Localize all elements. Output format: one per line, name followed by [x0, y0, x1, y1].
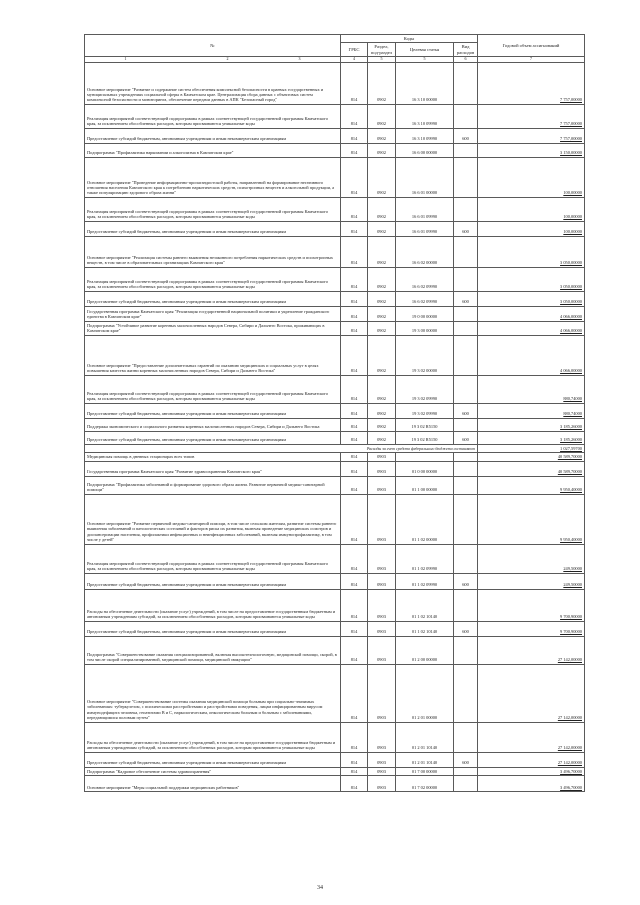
csr-cell: 16 6 01 09990: [396, 221, 454, 236]
table-row: [85, 589, 585, 621]
grbs-cell: 814: [341, 62, 368, 104]
amount-cell: 249,50000: [478, 573, 585, 589]
column-index: 6: [454, 57, 478, 63]
table-row: [85, 197, 585, 221]
csr-cell: 16 6 02 09990: [396, 291, 454, 306]
grbs-cell: 814: [341, 544, 368, 573]
vr-cell: [454, 306, 478, 321]
amount-cell: 27 142,00000: [478, 752, 585, 767]
csr-cell: 16 6 01 09990: [396, 197, 454, 221]
csr-cell: 16 6 01 00000: [396, 157, 454, 197]
razdel-cell: 0903: [368, 476, 396, 494]
table-row: [85, 62, 585, 104]
grbs-cell: 814: [341, 221, 368, 236]
column-index: 5: [368, 57, 396, 63]
razdel-cell: 0902: [368, 291, 396, 306]
table-row: [85, 453, 585, 461]
amount-cell: 3 185,26000: [478, 418, 585, 431]
header-no: №: [85, 35, 341, 57]
grbs-cell: 814: [341, 157, 368, 197]
column-index: 1 2 3: [85, 57, 341, 63]
name-cell: Основное мероприятие "Меры социальной поддержки медицинских работников": [85, 776, 341, 792]
budget-table: [84, 34, 585, 792]
note-row: [85, 444, 585, 452]
name-cell: Подпрограмма "Совершенствование оказания специализированной, включая высокотехнологичную, медицинской помощи, скорой, в том числе скорой специализированной, медицинской помощи, медицинской эвакуации": [85, 636, 341, 664]
header-sum: Годовой объем ассигнований: [478, 35, 585, 57]
csr-cell: 01 2 01 10140: [396, 722, 454, 752]
vr-cell: 600: [454, 291, 478, 306]
table-row: [85, 236, 585, 267]
csr-cell: 01 1 02 09990: [396, 544, 454, 573]
table-row: [85, 752, 585, 767]
table-row: [85, 461, 585, 476]
table-row: [85, 128, 585, 143]
grbs-cell: 814: [341, 636, 368, 664]
name-cell: Основное мероприятие "Проведение информационно-пропагандистской работы, направленной на формирование негативного отношения населения Камчатского края к потреблению наркотических средств, психотропных веществ и алкогольной продукции, а также популяризацию здорового образа жизни": [85, 157, 341, 197]
csr-cell: 19 3 02 R5150: [396, 431, 454, 444]
csr-cell: 16 6 02 09990: [396, 267, 454, 291]
razdel-cell: 0902: [368, 221, 396, 236]
csr-cell: 01 1 02 10140: [396, 589, 454, 621]
vr-cell: [454, 321, 478, 335]
vr-cell: [454, 375, 478, 403]
razdel-cell: 0903: [368, 544, 396, 573]
csr-cell: 01 1 02 09990: [396, 573, 454, 589]
table-row: [85, 573, 585, 589]
amount-cell: 27 142,00000: [478, 636, 585, 664]
name-cell: Основное мероприятие "Реализация системы раннего выявления незаконного потребления наркотических средств и психотропных веществ, в том числе в образовательных организациях Камчатского края": [85, 236, 341, 267]
csr-cell: 16 3 10 09990: [396, 128, 454, 143]
grbs-cell: 814: [341, 306, 368, 321]
razdel-cell: 0903: [368, 752, 396, 767]
grbs-cell: 814: [341, 476, 368, 494]
grbs-cell: 814: [341, 197, 368, 221]
column-index: 5: [396, 57, 454, 63]
name-cell: Государственная программа Камчатского края "Развитие здравоохранения Камчатского края": [85, 461, 341, 476]
vr-cell: [454, 453, 478, 461]
razdel-cell: 0902: [368, 335, 396, 375]
csr-cell: 19 3 02 09990: [396, 403, 454, 418]
amount-cell: 100,00000: [478, 157, 585, 197]
razdel-cell: 0902: [368, 403, 396, 418]
csr-cell: 01 0 00 00000: [396, 461, 454, 476]
table-row: [85, 221, 585, 236]
grbs-cell: 814: [341, 573, 368, 589]
razdel-cell: 0902: [368, 128, 396, 143]
razdel-cell: 0903: [368, 589, 396, 621]
table-row: [85, 267, 585, 291]
name-cell: Подпрограмма "Профилактика заболеваний и формирование здорового образа жизни. Развитие первичной медико-санитарной помощи": [85, 476, 341, 494]
vr-cell: 600: [454, 403, 478, 418]
table-row: [85, 776, 585, 792]
table-row: [85, 664, 585, 722]
csr-cell: 19 3 02 00000: [396, 335, 454, 375]
csr-cell: 19 3 02 09990: [396, 375, 454, 403]
table-row: [85, 321, 585, 335]
csr-cell: 16 6 02 00000: [396, 236, 454, 267]
amount-cell: 7 757,00000: [478, 104, 585, 128]
name-cell: Подпрограмма "Профилактика наркомании и алкоголизма в Камчатском крае": [85, 143, 341, 157]
razdel-cell: 0903: [368, 636, 396, 664]
table-body: [85, 62, 585, 791]
razdel-cell: 0903: [368, 767, 396, 775]
header-codes: Коды: [341, 35, 478, 43]
name-cell: Реализация мероприятий соответствующей подпрограммы в рамках соответствующей государственной программы Камчатского края, за исключением обособленных расходов, которым присваиваются уникальные коды: [85, 267, 341, 291]
amount-cell: 4 066,00000: [478, 335, 585, 375]
razdel-cell: 0903: [368, 461, 396, 476]
amount-cell: 9 950,40000: [478, 476, 585, 494]
amount-cell: 7 757,00000: [478, 62, 585, 104]
razdel-cell: 0902: [368, 321, 396, 335]
amount-cell: 3 150,00000: [478, 143, 585, 157]
csr-cell: 01 1 02 00000: [396, 494, 454, 544]
amount-cell: 100,00000: [478, 221, 585, 236]
razdel-cell: 0903: [368, 621, 396, 636]
amount-cell: 100,00000: [478, 197, 585, 221]
razdel-cell: 0903: [368, 776, 396, 792]
header-razdel: Раздел, под-раздел: [368, 43, 396, 57]
csr-cell: 01 7 02 00000: [396, 776, 454, 792]
header-grbs: ГРБС: [341, 43, 368, 57]
name-cell: Подпрограмма "Устойчивое развитие коренных малочисленных народов Севера, Сибири и Дальнего Востока, проживающих в Камчатском крае": [85, 321, 341, 335]
name-cell: Предоставление субсидий бюджетным, автономным учреждениям и иным некоммерческим организациям: [85, 403, 341, 418]
grbs-cell: 814: [341, 767, 368, 775]
column-index: 7: [478, 57, 585, 63]
federal-budget-note: Расходы за счет средств федерального бюджета составляют: [85, 444, 478, 452]
vr-cell: [454, 62, 478, 104]
vr-cell: [454, 335, 478, 375]
name-cell: Предоставление субсидий бюджетным, автономным учреждениям и иным некоммерческим организациям: [85, 128, 341, 143]
name-cell: Реализация мероприятий соответствующей подпрограммы в рамках соответствующей государственной программы Камчатского края, за исключением обособленных расходов, которым присваиваются уникальные коды: [85, 544, 341, 573]
csr-cell: 16 6 00 00000: [396, 143, 454, 157]
table-row: [85, 157, 585, 197]
grbs-cell: 814: [341, 722, 368, 752]
vr-cell: [454, 267, 478, 291]
grbs-cell: 814: [341, 418, 368, 431]
csr-cell: 16 3 10 09990: [396, 104, 454, 128]
vr-cell: [454, 544, 478, 573]
table-row: [85, 636, 585, 664]
amount-cell: 27 142,00000: [478, 722, 585, 752]
vr-cell: [454, 722, 478, 752]
header-csr: Целевая статья: [396, 43, 454, 57]
name-cell: Поддержка экономического и социального развития коренных малочисленных народов Севера, Сибири и Дальнего Востока: [85, 418, 341, 431]
column-index: 4: [341, 57, 368, 63]
table-row: [85, 375, 585, 403]
razdel-cell: 0903: [368, 664, 396, 722]
vr-cell: 600: [454, 621, 478, 636]
vr-cell: [454, 236, 478, 267]
amount-cell: 3 050,00000: [478, 267, 585, 291]
grbs-cell: 814: [341, 431, 368, 444]
name-cell: Реализация мероприятий соответствующей подпрограммы в рамках соответствующей государственной программы Камчатского края, за исключением обособленных расходов, которым присваиваются уникальные коды: [85, 375, 341, 403]
vr-cell: [454, 664, 478, 722]
table-row: [85, 104, 585, 128]
amount-cell: 3 050,00000: [478, 291, 585, 306]
vr-cell: 600: [454, 573, 478, 589]
amount-cell: 3 185,26000: [478, 431, 585, 444]
grbs-cell: 814: [341, 236, 368, 267]
name-cell: Подпрограмма "Кадровое обеспечение системы здравоохранения": [85, 767, 341, 775]
table-row: [85, 722, 585, 752]
grbs-cell: 814: [341, 776, 368, 792]
table-row: [85, 403, 585, 418]
csr-cell: 01 2 01 10140: [396, 752, 454, 767]
grbs-cell: 814: [341, 752, 368, 767]
razdel-cell: 0902: [368, 104, 396, 128]
razdel-cell: 0902: [368, 197, 396, 221]
amount-cell: 40 589,70000: [478, 453, 585, 461]
page-number: 34: [317, 885, 323, 891]
grbs-cell: 814: [341, 291, 368, 306]
name-cell: Предоставление субсидий бюджетным, автономным учреждениям и иным некоммерческим организациям: [85, 291, 341, 306]
vr-cell: [454, 776, 478, 792]
vr-cell: [454, 767, 478, 775]
name-cell: Медицинская помощь в дневных стационарах всех типов: [85, 453, 341, 461]
razdel-cell: 0902: [368, 236, 396, 267]
amount-cell: 880,74000: [478, 375, 585, 403]
table-row: [85, 494, 585, 544]
amount-cell: 9 950,40000: [478, 494, 585, 544]
table-row: [85, 291, 585, 306]
vr-cell: [454, 461, 478, 476]
table-row: [85, 418, 585, 431]
name-cell: Государственная программа Камчатского края "Реализация государственной национальной политики и укрепление гражданского единства в Камчатском крае": [85, 306, 341, 321]
name-cell: Предоставление субсидий бюджетным, автономным учреждениям и иным некоммерческим организациям: [85, 752, 341, 767]
table-row: [85, 143, 585, 157]
razdel-cell: 0903: [368, 722, 396, 752]
vr-cell: [454, 143, 478, 157]
csr-cell: 01 7 00 00000: [396, 767, 454, 775]
table-row: [85, 306, 585, 321]
vr-cell: [454, 589, 478, 621]
vr-cell: [454, 476, 478, 494]
grbs-cell: 814: [341, 267, 368, 291]
name-cell: Предоставление субсидий бюджетным, автономным учреждениям и иным некоммерческим организациям: [85, 221, 341, 236]
table-row: [85, 431, 585, 444]
grbs-cell: 814: [341, 335, 368, 375]
razdel-cell: 0902: [368, 431, 396, 444]
razdel-cell: 0902: [368, 306, 396, 321]
razdel-cell: 0902: [368, 267, 396, 291]
name-cell: Предоставление субсидий бюджетным, автономным учреждениям и иным некоммерческим организациям: [85, 431, 341, 444]
csr-cell: 19 3 02 R5150: [396, 418, 454, 431]
razdel-cell: 0902: [368, 62, 396, 104]
grbs-cell: 814: [341, 375, 368, 403]
vr-cell: [454, 418, 478, 431]
table-row: [85, 767, 585, 775]
razdel-cell: 0903: [368, 494, 396, 544]
razdel-cell: 0902: [368, 375, 396, 403]
table-row: [85, 335, 585, 375]
amount-cell: 27 142,00000: [478, 664, 585, 722]
name-cell: Основное мероприятие "Совершенствование системы оказания медицинской помощи больным при социально-значимых заболеваниях: туберкулезом, с психическими расстройствами и расстройствами поведения, лицам инфицированным вирусом иммунодефицита человека, гепатитами В и С, наркологическим, онкологическим больным и больным с заболеваниями, передающимися половым путем": [85, 664, 341, 722]
amount-cell: 9 700,90000: [478, 621, 585, 636]
csr-cell: 01 1 02 10140: [396, 621, 454, 636]
amount-cell: 40 589,70000: [478, 461, 585, 476]
vr-cell: [454, 157, 478, 197]
razdel-cell: 0902: [368, 418, 396, 431]
grbs-cell: 814: [341, 621, 368, 636]
razdel-cell: 0903: [368, 573, 396, 589]
amount-cell: 7 757,00000: [478, 128, 585, 143]
amount-cell: 3 050,00000: [478, 236, 585, 267]
csr-cell: 19 3 00 00000: [396, 321, 454, 335]
name-cell: Расходы на обеспечение деятельности (оказание услуг) учреждений, в том числе на предоставление государственным бюджетным и автономным учреждениям субсидий, за исключением обособленных расходов, которым присваиваются уникальные коды: [85, 722, 341, 752]
csr-cell: 19 0 00 00000: [396, 306, 454, 321]
grbs-cell: 814: [341, 321, 368, 335]
amount-cell: 4 066,00000: [478, 321, 585, 335]
name-cell: Основное мероприятие "Предоставление дополнительных гарантий по оказанию медицинских и социальных услуг в целях повышения качества жизни коренных малочисленных народов Севера, Сибири и Дальнего Востока": [85, 335, 341, 375]
vr-cell: 600: [454, 128, 478, 143]
razdel-cell: 0902: [368, 143, 396, 157]
razdel-cell: 0902: [368, 157, 396, 197]
vr-cell: 600: [454, 431, 478, 444]
name-cell: Основное мероприятие "Развитие и содержание систем обеспечения комплексной безопасности в краевых государственных и муниципальных учреждениях социальной сферы в Камчатском крае. Централизация сбора данных с объектовых систем комплексной безопасности и мониторинга, обеспечение передачи данных в АПК "Безопасный город": [85, 62, 341, 104]
header-vr: Вид расходов: [454, 43, 478, 57]
grbs-cell: 814: [341, 128, 368, 143]
amount-cell: 249,50000: [478, 544, 585, 573]
name-cell: Расходы на обеспечение деятельности (оказание услуг) учреждений, в том числе на предоставление государственным бюджетным и автономным учреждениям субсидий, за исключением обособленных расходов, которым присваиваются уникальные коды: [85, 589, 341, 621]
grbs-cell: 814: [341, 403, 368, 418]
name-cell: Реализация мероприятий соответствующей подпрограммы в рамках соответствующей государственной программы Камчатского края, за исключением обособленных расходов, которым присваиваются уникальные коды: [85, 104, 341, 128]
table-row: [85, 621, 585, 636]
amount-cell: 3 496,70000: [478, 776, 585, 792]
vr-cell: [454, 636, 478, 664]
amount-cell: 3 496,70000: [478, 767, 585, 775]
amount-cell: 1 027,59700: [478, 444, 585, 452]
csr-cell: 01 2 01 00000: [396, 664, 454, 722]
grbs-cell: 814: [341, 453, 368, 461]
grbs-cell: 814: [341, 664, 368, 722]
table-header: [85, 35, 585, 63]
vr-cell: [454, 494, 478, 544]
grbs-cell: 814: [341, 143, 368, 157]
table-row: [85, 476, 585, 494]
csr-cell: 01 1 00 00000: [396, 476, 454, 494]
name-cell: Основное мероприятие "Развитие первичной медико-санитарной помощи, в том числе сельским жителям, развитие системы раннего выявления заболеваний и патологических состояний и факторов риска их развития, включая проведение медицинских осмотров и диспансеризации населения, профилактики инфекционных и неинфекционных заболеваний, включая иммунопрофилактику, в том числе у детей": [85, 494, 341, 544]
name-cell: Предоставление субсидий бюджетным, автономным учреждениям и иным некоммерческим организациям: [85, 621, 341, 636]
name-cell: Реализация мероприятий соответствующей подпрограммы в рамках соответствующей государственной программы Камчатского края, за исключением обособленных расходов, которым присваиваются уникальные коды: [85, 197, 341, 221]
grbs-cell: 814: [341, 104, 368, 128]
amount-cell: 9 700,90000: [478, 589, 585, 621]
grbs-cell: 814: [341, 589, 368, 621]
vr-cell: [454, 104, 478, 128]
vr-cell: 600: [454, 221, 478, 236]
csr-cell: 01 2 00 00000: [396, 636, 454, 664]
vr-cell: [454, 197, 478, 221]
amount-cell: 880,74000: [478, 403, 585, 418]
amount-cell: 4 066,00000: [478, 306, 585, 321]
razdel-cell: 0903: [368, 453, 396, 461]
csr-cell: 16 3 10 00000: [396, 62, 454, 104]
name-cell: Предоставление субсидий бюджетным, автономным учреждениям и иным некоммерческим организациям: [85, 573, 341, 589]
csr-cell: [396, 453, 454, 461]
grbs-cell: 814: [341, 494, 368, 544]
grbs-cell: 814: [341, 461, 368, 476]
table-row: [85, 544, 585, 573]
vr-cell: 600: [454, 752, 478, 767]
